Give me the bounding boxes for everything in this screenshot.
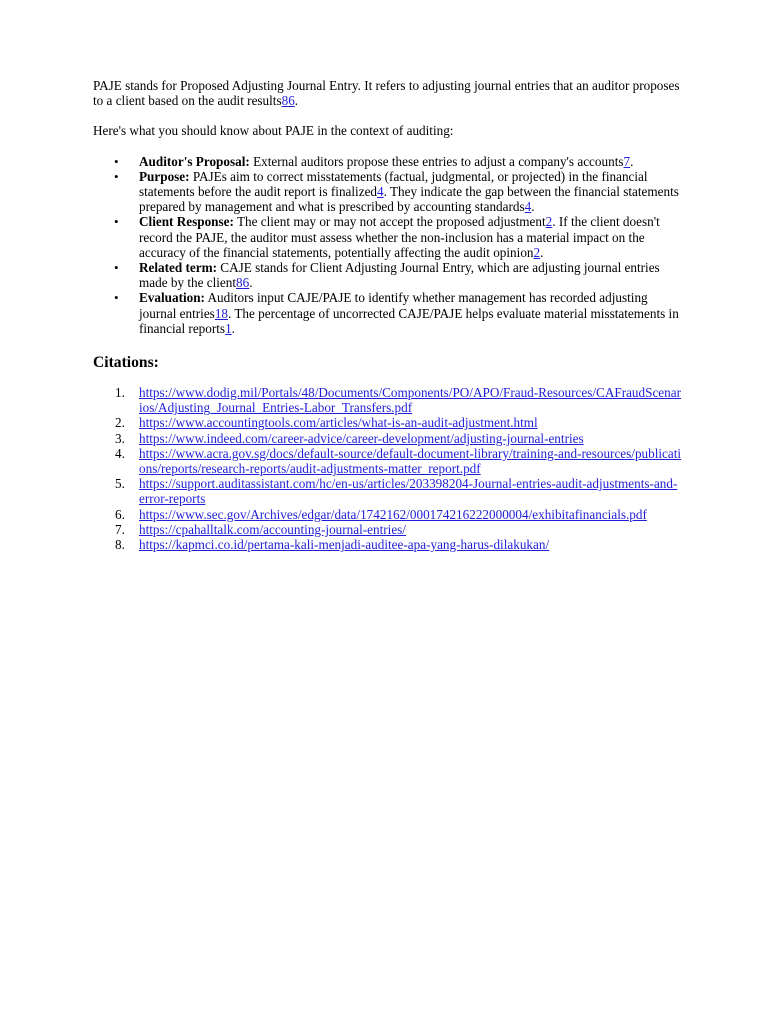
citation-number: 4. xyxy=(115,445,125,461)
bullet-tail: . xyxy=(231,320,235,336)
citation-number: 8. xyxy=(115,537,125,553)
bullet-tail: . xyxy=(540,244,544,260)
bullet-icon: • xyxy=(114,214,119,230)
citation-link[interactable]: 86 xyxy=(281,93,295,109)
citation-number: 1. xyxy=(115,385,125,401)
list-item xyxy=(114,153,683,169)
bullet-term: Evaluation: xyxy=(139,290,205,306)
citation-link[interactable]: 18 xyxy=(214,305,228,321)
bullet-text: . If the client doesn't record the PAJE, the auditor must assess whether the non-inclusion has a material impact on the accuracy of the financial statements, potentially affecting the audit opinion xyxy=(139,214,660,260)
key-points-list xyxy=(93,154,683,336)
bullet-tail: . xyxy=(630,153,634,169)
list-item xyxy=(114,290,683,336)
intro-paragraph xyxy=(93,78,683,108)
list-item xyxy=(114,260,683,291)
document-body xyxy=(93,78,683,552)
bullet-text: CAJE stands for Client Adjusting Journal Entry, which are adjusting journal entries made by the client xyxy=(139,260,660,291)
bullet-tail: . xyxy=(531,199,535,215)
citation-number: 6. xyxy=(115,506,125,522)
bullet-text: Auditors input CAJE/PAJE to identify whether management has recorded adjusting journal entries xyxy=(139,290,648,321)
citations-list xyxy=(93,385,683,552)
citation-number: 2. xyxy=(115,415,125,431)
list-item xyxy=(114,168,683,215)
bullet-icon: • xyxy=(114,168,119,184)
intro-end: . xyxy=(294,93,299,109)
bullet-tail: . xyxy=(249,275,253,291)
citation-url[interactable]: https://www.indeed.com/career-advice/career-development/adjusting-journal-entries xyxy=(139,430,584,446)
citation-item xyxy=(115,506,683,522)
citation-url[interactable]: https://kapmci.co.id/pertama-kali-menjadi-auditee-apa-yang-harus-dilakukan/ xyxy=(139,537,550,553)
citation-number: 5. xyxy=(115,476,125,492)
citation-url[interactable]: https://www.dodig.mil/Portals/48/Documents/Components/PO/APO/Fraud-Resources/CAFraudScenarios/Adjusting_Journal_Entries-Labor_Transfers.pdf xyxy=(139,385,682,416)
citation-link[interactable]: 7 xyxy=(623,153,631,169)
citation-url[interactable]: https://www.acra.gov.sg/docs/default-source/default-document-library/training-and-resources/publications/reports/research-reports/audit-adjustments-matter_report.pdf xyxy=(139,445,682,477)
bullet-text: PAJEs aim to correct misstatements (factual, judgmental, or projected) in the financial statements before the audit report is finalized xyxy=(139,168,648,200)
citation-item xyxy=(115,445,683,477)
citation-item xyxy=(115,521,683,537)
bullet-term: Related term: xyxy=(139,260,217,276)
citation-item xyxy=(115,537,683,553)
citation-number: 7. xyxy=(115,521,125,537)
citation-link[interactable]: 4 xyxy=(377,184,384,200)
citation-link[interactable]: 1 xyxy=(225,320,232,336)
citation-url[interactable]: https://support.auditassistant.com/hc/en-us/articles/203398204-Journal-entries-audit-adjustments-and-error-reports xyxy=(139,476,678,507)
bullet-icon: • xyxy=(114,290,119,306)
citation-link[interactable]: 4 xyxy=(524,199,532,215)
citation-link[interactable]: 2 xyxy=(545,214,553,230)
bullet-icon: • xyxy=(114,260,119,276)
bullet-text: External auditors propose these entries to adjust a company's accounts xyxy=(249,153,624,169)
citation-number: 3. xyxy=(115,430,125,446)
citations-heading: Citations: xyxy=(93,354,159,372)
bullet-text: . The percentage of uncorrected CAJE/PAJE helps evaluate material misstatements in financial reports xyxy=(139,305,679,336)
bullet-text: . They indicate the gap between the financial statements prepared by management and what is prescribed by accounting standards xyxy=(139,184,679,215)
bullet-term: Purpose: xyxy=(139,168,190,184)
citation-link[interactable]: 86 xyxy=(236,275,250,291)
citation-link[interactable]: 2 xyxy=(533,244,541,260)
bullet-term: Auditor's Proposal: xyxy=(139,153,250,169)
bullet-term: Client Response: xyxy=(139,214,234,230)
bullet-icon: • xyxy=(114,153,119,169)
lead-paragraph: Here's what you should know about PAJE in the context of auditing: xyxy=(93,123,454,139)
list-item xyxy=(114,214,683,260)
citation-item xyxy=(115,385,683,416)
citation-url[interactable]: https://cpahalltalk.com/accounting-journal-entries/ xyxy=(139,521,406,537)
citation-item xyxy=(115,430,683,446)
citation-url[interactable]: https://www.accountingtools.com/articles/what-is-an-audit-adjustment.html xyxy=(139,415,538,431)
citation-url[interactable]: https://www.sec.gov/Archives/edgar/data/1742162/000174216222000004/exhibitafinancials.pdf xyxy=(139,506,647,522)
citation-item xyxy=(115,476,683,507)
citation-item xyxy=(115,415,683,431)
bullet-text: The client may or may not accept the proposed adjustment xyxy=(233,214,546,230)
intro-text: PAJE stands for Proposed Adjusting Journal Entry. It refers to adjusting journal entries that an auditor proposes to a client based on the audit results xyxy=(93,78,680,109)
